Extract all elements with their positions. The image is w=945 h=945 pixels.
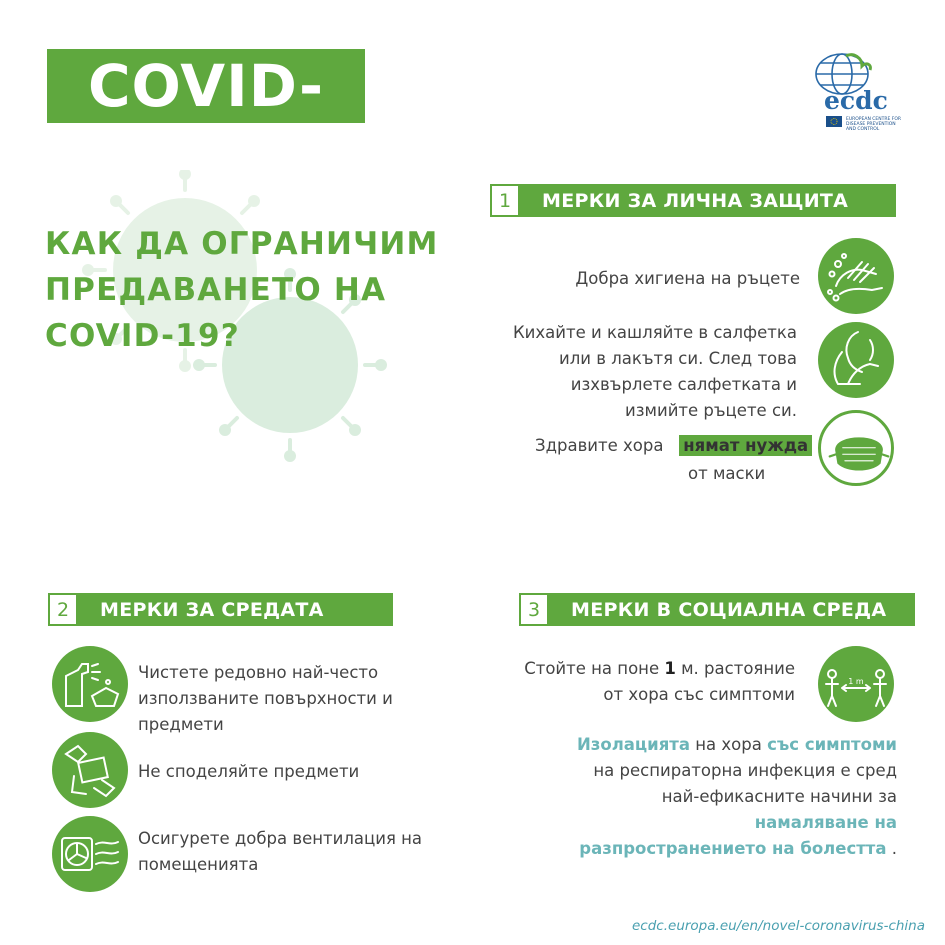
- hand-hygiene-line: Добра хигиена на ръцете: [575, 269, 800, 288]
- isolation-line5: [577, 836, 897, 862]
- section1-title: МЕРКИ ЗА ЛИЧНА ЗАЩИТА: [520, 184, 896, 217]
- ecdc-wordmark: ecdc: [824, 86, 888, 115]
- sneeze-line1: Кихайте и кашляйте в салфетка: [512, 323, 797, 342]
- sneeze-line3: изхвърлете салфетката и: [570, 375, 797, 394]
- isolation-mid: на хора: [695, 735, 762, 754]
- clean-surfaces-text: [138, 660, 393, 738]
- isolation-line4: намаляване на: [754, 813, 897, 832]
- main-title-line3: COVID-19?: [45, 318, 240, 354]
- no-sharing-icon: [52, 732, 128, 808]
- main-title-line1: КАК ДА ОГРАНИЧИМ: [45, 226, 439, 262]
- isolation-end: .: [891, 839, 897, 858]
- isolation-line3: най-ефикасните начини за: [661, 787, 897, 806]
- isolation-teal1: Изолацията: [576, 735, 691, 754]
- distance-text: [524, 656, 795, 708]
- distance-line2: от хора със симптоми: [603, 685, 795, 704]
- clean-line3: предмети: [138, 715, 224, 734]
- ventilation-text: [138, 826, 422, 878]
- sneeze-text: [513, 320, 797, 424]
- section3-header: [519, 593, 915, 626]
- face-mask-icon: [818, 410, 894, 486]
- clean-line2: използваните повърхности и: [138, 689, 393, 708]
- distance-pre: Стойте на поне: [524, 659, 660, 678]
- isolation-line2: на респираторна инфекция е сред: [593, 761, 897, 780]
- handwashing-icon: [818, 238, 894, 314]
- section1-header: [490, 184, 896, 217]
- isolation-teal2: със симптоми: [767, 735, 897, 754]
- section2-header: [48, 593, 393, 626]
- isolation-line1: [577, 732, 897, 758]
- main-title: [45, 221, 465, 359]
- ecdc-subtitle: EUROPEAN CENTRE FOR DISEASE PREVENTION AND CONTROL: [846, 117, 901, 132]
- section2-title: МЕРКИ ЗА СРЕДАТА: [78, 593, 393, 626]
- covid-banner: COVID-19: [47, 49, 365, 123]
- isolation-teal5: разпространението на болестта: [579, 839, 887, 858]
- sneeze-elbow-icon: [818, 322, 894, 398]
- cleaning-spray-icon: [52, 646, 128, 722]
- sneeze-line4: измийте ръцете си.: [625, 401, 797, 420]
- distance-people-icon: [818, 646, 894, 722]
- section1-number: 1: [490, 184, 520, 217]
- distance-line1: [524, 656, 795, 682]
- clean-line1: Чистете редовно най-често: [138, 663, 379, 682]
- vent-line1: Осигурете добра вентилация на: [138, 829, 423, 848]
- isolation-text: [577, 732, 897, 862]
- masks-text-line1: [535, 433, 812, 459]
- vent-line2: помещенията: [138, 855, 259, 874]
- section2-number: 2: [48, 593, 78, 626]
- masks-text-line2: от маски: [688, 464, 766, 483]
- section3-title: МЕРКИ В СОЦИАЛНА СРЕДА: [549, 593, 915, 626]
- section3-number: 3: [519, 593, 549, 626]
- main-title-line2: ПРЕДАВАНЕТО НА: [45, 272, 387, 308]
- no-sharing-text: Не споделяйте предмети: [138, 762, 360, 781]
- hand-hygiene-text: [575, 266, 800, 292]
- sneeze-line2: или в лакътя си. След това: [559, 349, 797, 368]
- masks-highlight: нямат нужда: [679, 435, 812, 456]
- distance-bold: 1: [664, 659, 676, 678]
- distance-post: м. растояние: [681, 659, 795, 678]
- footer-url[interactable]: ecdc.europa.eu/en/novel-coronavirus-china: [632, 918, 925, 934]
- masks-pre: Здравите хора: [535, 436, 664, 455]
- ventilation-fan-icon: [52, 816, 128, 892]
- distance-label: 1 m: [848, 677, 864, 686]
